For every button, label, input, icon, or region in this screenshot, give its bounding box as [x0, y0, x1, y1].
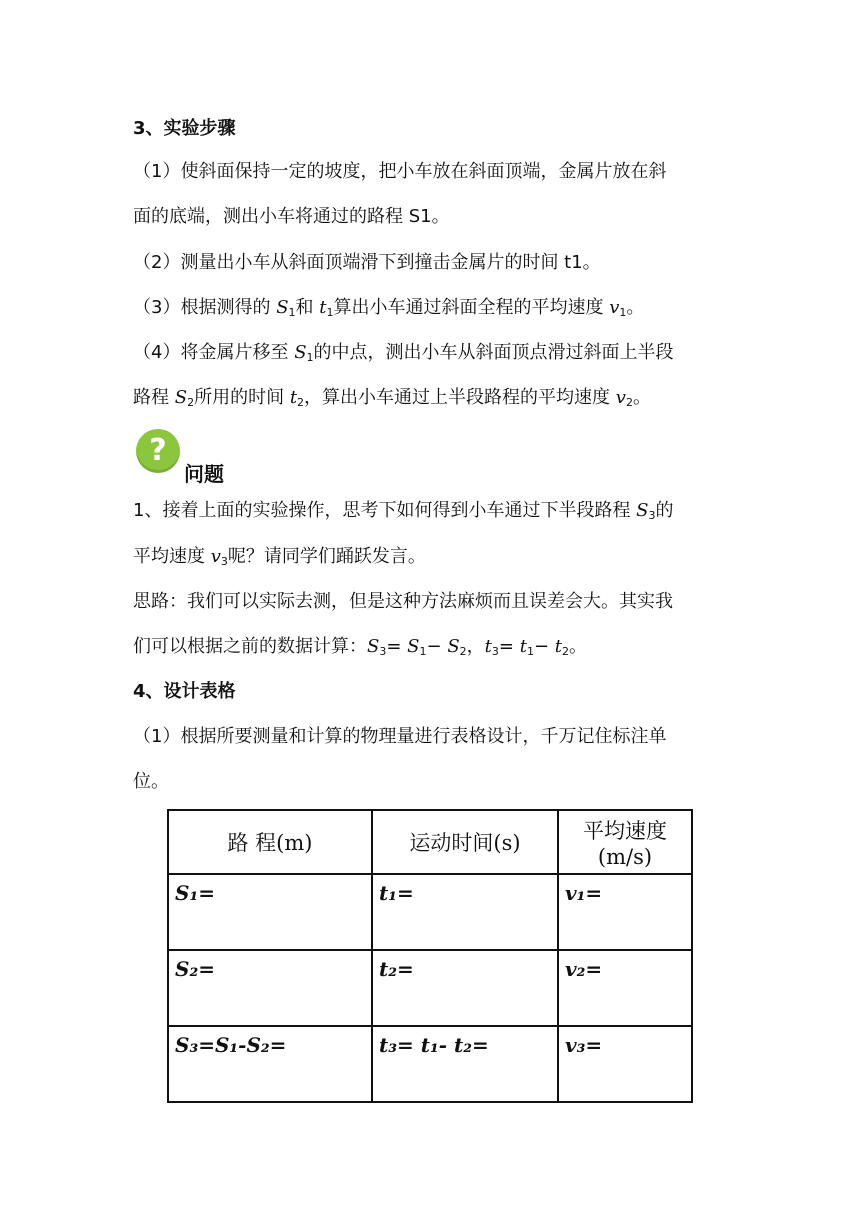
idea-line-1: 思路：我们可以实际去测，但是这种方法麻烦而且误差会大。其实我 [133, 591, 673, 612]
question-1-line-1: 1、接着上面的实验操作，思考下如何得到小车通过下半段路程 $S_3$的 [133, 500, 674, 522]
step-2: （2）测量出小车从斜面顶端滑下到撞击金属片的时间 t1。 [133, 252, 601, 273]
table-header-cell: 路 程(m) [168, 810, 372, 874]
step-4-line-2: 路程 $S_2$所用的时间 $t_2$，算出小车通过上半段路程的平均速度 $v_2$。 [133, 387, 651, 409]
table-cell: t₂= [372, 950, 558, 1026]
table-cell: t₃= t₁- t₂= [372, 1026, 558, 1102]
table-header-cell: 运动时间(s) [372, 810, 558, 874]
step-1-line-1: （1）使斜面保持一定的坡度，把小车放在斜面顶端，金属片放在斜 [133, 161, 667, 182]
table-cell: v₃= [558, 1026, 692, 1102]
table-cell: v₁= [558, 874, 692, 950]
step-4-line-1: （4）将金属片移至 $S_1$的中点，测出小车从斜面顶点滑过斜面上半段 [133, 342, 674, 364]
table-cell: t₁= [372, 874, 558, 950]
step-1-line-2: 面的底端，测出小车将通过的路程 S1。 [133, 206, 450, 227]
measurement-table [167, 809, 693, 1103]
section-4-heading: 4、设计表格 [133, 681, 236, 702]
step-3: （3）根据测得的 $S_1$和 $t_1$算出小车通过斜面全程的平均速度 $v_1$。 [133, 297, 645, 319]
table-row [168, 1026, 692, 1102]
table-header-cell: 平均速度(m/s) [558, 810, 692, 874]
table-cell: S₂= [168, 950, 372, 1026]
table-cell: S₃=S₁-S₂= [168, 1026, 372, 1102]
section-4-para-line-1: （1）根据所要测量和计算的物理量进行表格设计，千万记住标注单 [133, 726, 667, 747]
idea-line-2: 们可以根据之前的数据计算：$S_3= S_1- S_2$，$t_3= t_1- t_2$。 [133, 636, 587, 658]
table-row [168, 950, 692, 1026]
table-cell: v₂= [558, 950, 692, 1026]
question-title: 问题 [184, 462, 224, 486]
table-header-row [168, 810, 692, 874]
table-cell: S₁= [168, 874, 372, 950]
question-1-line-2: 平均速度 $v_3$呢？请同学们踊跃发言。 [133, 546, 426, 568]
section-3-heading: 3、实验步骤 [133, 118, 236, 139]
question-mark-icon: ? [136, 429, 180, 473]
table-row [168, 874, 692, 950]
section-4-para-line-2: 位。 [133, 771, 169, 792]
